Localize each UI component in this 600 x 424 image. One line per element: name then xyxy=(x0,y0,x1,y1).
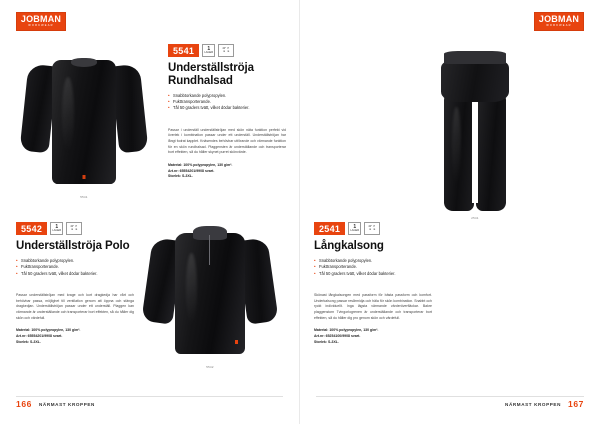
feature-list xyxy=(168,93,286,112)
product-photo-2541 xyxy=(415,48,535,220)
care-tumble-icon: ⊗ xyxy=(369,227,372,231)
leg-gap xyxy=(472,98,478,204)
footer-section-label: NÄRMAST KROPPEN xyxy=(505,401,562,407)
leg-right xyxy=(476,93,506,212)
care-iron-icon: ⊗ xyxy=(75,227,78,231)
care-symbols-icon xyxy=(218,44,234,57)
care-tumble-icon: ⊗ xyxy=(71,227,74,231)
product-description: Passar i underställ underställströjan med skön näta funktion perfekt vid överlek i kombination passar under ett underställ. Underställströjan har långt fodrat kapplet. Knäsendes behövbar utförande och värmande funktion för en skön rundhalsad. Plaggensten är underställande och transporterar bort effekten, så du håller skynet purret skönvärde. xyxy=(168,127,286,155)
care-iron-icon: ⊗ xyxy=(373,227,376,231)
polo-illustration xyxy=(140,222,280,362)
feature-list xyxy=(16,258,134,277)
brand-name: JOBMAN xyxy=(20,13,62,24)
product-photo-5541 xyxy=(14,52,154,199)
care-symbols-grid xyxy=(368,226,376,232)
spec-material: Material: 100% polypropylen, 130 g/m². xyxy=(168,163,233,168)
feature-item: • Fukttransporterande. xyxy=(168,99,286,105)
product-info-2541 xyxy=(314,222,432,345)
footer-divider xyxy=(316,396,584,397)
brand-tagline: WORKWEAR xyxy=(546,24,572,28)
longjohns-illustration xyxy=(415,48,535,213)
brand-logo-right xyxy=(534,12,584,31)
layer-icon xyxy=(348,222,361,235)
care-bleach-icon: P xyxy=(227,46,230,50)
care-symbols-grid xyxy=(70,226,78,232)
brand-logo-left xyxy=(16,12,66,31)
shirt-highlight xyxy=(62,77,75,154)
care-wash-icon: 40° xyxy=(222,46,226,50)
product-description: Skönast långkalsongen med passform för bästa passform och komfort. Underkalsong passar resårmidja och häla för skön kombination. Snabbt och ryckt individuellt. Inga lägsta värmande värderöverfläckar. Bakre plaggenstorn Tvingorlogrenen är underställande och transporterar bort effekten, så du håller dig pro genom skön och värdefull. xyxy=(314,292,432,320)
right-page xyxy=(300,0,600,424)
product-info-5541 xyxy=(168,44,286,180)
waistband xyxy=(444,51,506,64)
layer-icon xyxy=(202,44,215,57)
feature-item: • Snabbtorkande polypropylen. xyxy=(168,93,286,99)
pants-highlight xyxy=(452,107,460,186)
spec-size: Storlek: S-3XL. xyxy=(314,339,339,344)
layer-icon-number: 1 xyxy=(55,223,59,230)
spec-material: Material: 100% polypropylen, 130 g/m². xyxy=(314,328,379,333)
layer-icon-number: 1 xyxy=(207,45,211,52)
article-number: 5542 xyxy=(16,222,47,235)
footer-section-label: NÄRMAST KROPPEN xyxy=(38,401,95,407)
zipper xyxy=(209,235,210,266)
care-symbols-icon xyxy=(364,222,380,235)
brand-tab xyxy=(83,175,86,179)
brand-tab xyxy=(235,340,238,344)
article-number: 5541 xyxy=(168,44,199,57)
brand-name: JOBMAN xyxy=(538,13,580,24)
feature-item: • Snabbtorkande polypropylen. xyxy=(16,258,134,264)
care-bleach-icon: P xyxy=(373,224,376,228)
layer-icon-label: LAGER xyxy=(52,228,62,232)
shirt-neck xyxy=(71,58,96,66)
page-number: 166 xyxy=(16,399,32,409)
footer-left xyxy=(16,398,95,410)
product-photo-5542 xyxy=(140,222,280,369)
feature-item: • Fukttransporterande. xyxy=(16,264,134,270)
care-symbols-grid xyxy=(222,48,230,54)
spec-article: Art.nr: 65554201/9908 svart. xyxy=(16,333,63,338)
care-tumble-icon: ⊗ xyxy=(223,49,226,53)
feature-item: • Tål 50 graders tvätt, vilket dödar bakterier. xyxy=(314,271,432,277)
care-wash-icon: 40° xyxy=(70,224,74,228)
product-title: Underställströja Polo xyxy=(16,240,130,252)
layer-icon-label: LAGER xyxy=(204,50,214,54)
product-title: Underställströja Rundhalsad xyxy=(168,62,254,87)
photo-caption: 2541 xyxy=(471,216,479,220)
article-header xyxy=(314,222,432,235)
spec-article: Art.nr: 65554201/9908 svart. xyxy=(168,168,215,173)
care-bleach-icon: P xyxy=(75,224,78,228)
shirt-illustration xyxy=(14,52,154,192)
article-header xyxy=(168,44,286,57)
sleeve-right xyxy=(110,63,148,152)
feature-item: • Tål 50 graders tvätt, vilket dödar bakterier. xyxy=(168,105,286,111)
article-header xyxy=(16,222,134,235)
hip-panel xyxy=(441,60,508,103)
photo-caption: 5541 xyxy=(80,195,88,199)
product-description: Passar underställströjan med krage och kort dragkedja har vårt och behövbar passa, möjlighet till ventilation genom att öppna och stänga dragkedjan. Underställströjan passar under ett underställ. Plaggen kan värmande är underställande och transporterar bort effekten, så du håller dig skön och värdefull. xyxy=(16,292,134,320)
care-symbols-icon xyxy=(66,222,82,235)
spec-material: Material: 100% polypropylen, 130 g/m². xyxy=(16,328,81,333)
layer-icon-label: LAGER xyxy=(350,228,360,232)
layer-icon-number: 1 xyxy=(353,223,357,230)
spec-article: Art.nr: 65254100/9908 svart. xyxy=(314,333,361,338)
feature-item: • Tål 50 graders tvätt, vilket dödar bakterier. xyxy=(16,271,134,277)
product-info-5542 xyxy=(16,222,134,345)
spec-size: Storlek: S-3XL. xyxy=(168,174,193,179)
spec-size: Storlek: S-3XL. xyxy=(16,339,41,344)
product-specs xyxy=(16,328,134,345)
footer-right xyxy=(505,398,584,410)
product-title: Långkalsong xyxy=(314,240,384,252)
footer-divider xyxy=(16,396,283,397)
product-specs xyxy=(314,328,432,345)
layer-icon xyxy=(50,222,63,235)
page-number: 167 xyxy=(568,399,584,409)
feature-item: • Snabbtorkande polypropylen. xyxy=(314,258,432,264)
brand-tagline: WORKWEAR xyxy=(28,24,54,28)
care-iron-icon: ⊗ xyxy=(227,49,230,53)
feature-item: • Fukttransporterande. xyxy=(314,264,432,270)
feature-list xyxy=(314,258,432,277)
care-wash-icon: 40° xyxy=(368,224,372,228)
article-number: 2541 xyxy=(314,222,345,235)
photo-caption: 5542 xyxy=(206,365,214,369)
product-specs xyxy=(168,163,286,180)
